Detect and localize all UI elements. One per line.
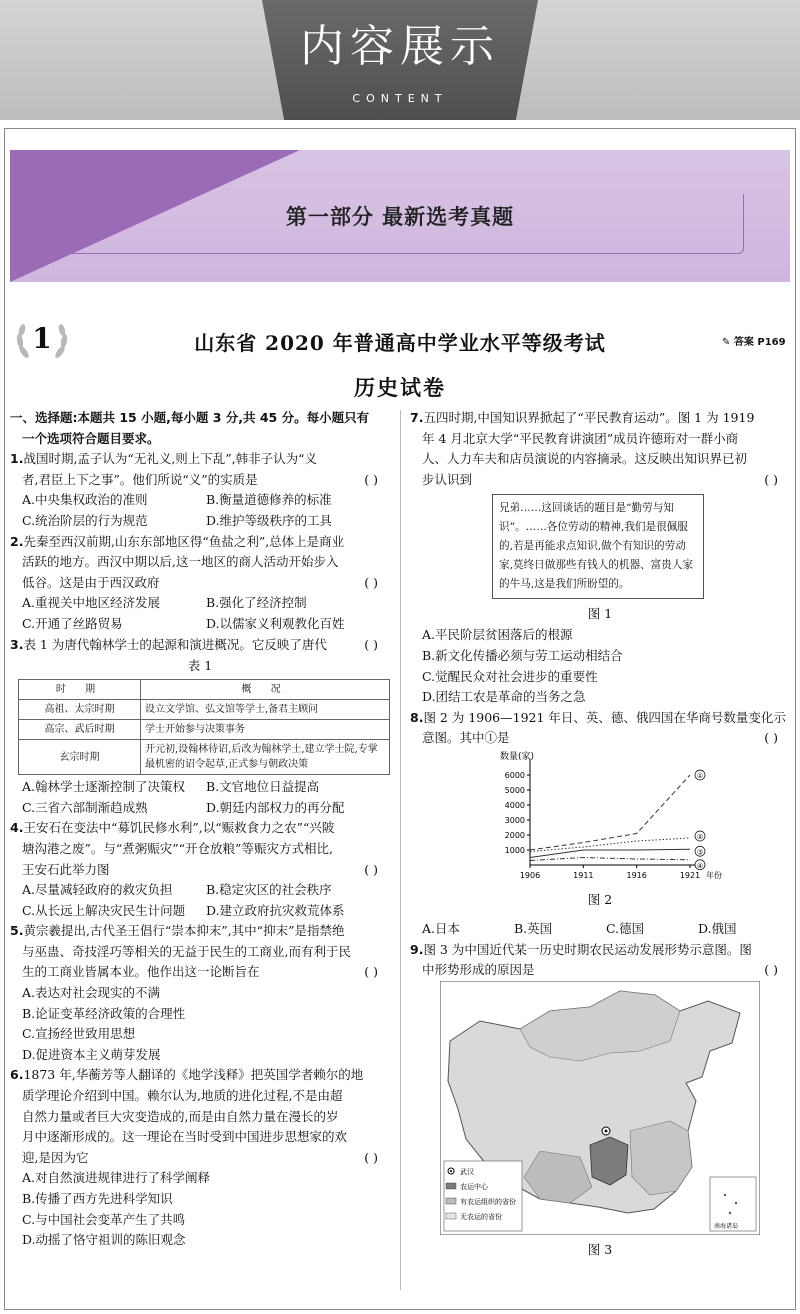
x-tick-label: 1916 xyxy=(626,870,647,880)
legend-organized: 有农运组织的省份 xyxy=(460,1197,516,1206)
question-number: 6. xyxy=(10,1067,24,1083)
option-c[interactable]: C.统治阶层的行为规范 xyxy=(22,512,148,528)
option-d[interactable]: D.促进资本主义萌芽发展 xyxy=(22,1046,161,1062)
question-text: 自然力量或者巨大灾变造成的,而是由自然力量在漫长的岁 xyxy=(22,1108,339,1124)
question-text: 1873 年,华蘅芳等人翻译的《地学浅释》把英国学者赖尔的地 xyxy=(23,1067,364,1083)
x-axis-label: 年份 xyxy=(706,870,722,880)
map-legend xyxy=(444,1161,522,1231)
answer-blank[interactable]: ( ) xyxy=(764,471,778,487)
question-number: 5. xyxy=(10,923,24,939)
table-cell: 学士开始参与决策事务 xyxy=(141,720,390,740)
option-c[interactable]: C.德国 xyxy=(606,920,645,936)
question-text: 王安石在变法中“募饥民修水利”,以“赈救食力之农”“兴陂 xyxy=(23,820,335,836)
series-line xyxy=(530,849,690,857)
question-text: 步认识到 xyxy=(422,471,473,487)
question-number: 2. xyxy=(10,533,24,549)
option-a[interactable]: A.中央集权政治的准则 xyxy=(22,492,148,508)
answer-blank[interactable]: ( ) xyxy=(764,962,778,978)
question-text: 质学理论介绍到中国。赖尔认为,地质的进化过程,不是由超 xyxy=(22,1088,343,1104)
table-cell: 玄宗时期 xyxy=(19,740,141,775)
speech-excerpt: 兄弟……这回谈话的题目是“勤劳与知识”。……各位劳动的精神,我们是很佩服的,若是再能求点知识,做个有知识的劳动家,莫终日做那些有钱人的机器、富贵人家的牛马,这是我们所盼望的。 xyxy=(492,494,704,599)
option-c[interactable]: C.三省六部制渐趋成熟 xyxy=(22,799,148,815)
option-b[interactable]: B.论证变革经济政策的合理性 xyxy=(22,1005,186,1021)
answer-blank[interactable]: ( ) xyxy=(364,574,378,590)
question-text: 人、人力车夫和店员演说的内容摘录。这反映出知识界已初 xyxy=(422,451,748,467)
option-a[interactable]: A.日本 xyxy=(422,920,461,936)
question-text: 先秦至西汉前期,山东东部地区得“鱼盐之利”,总体上是商业 xyxy=(23,533,345,549)
question-number: 9. xyxy=(410,941,424,957)
question-text: 塘沟港之废”。与“煮粥赈灾”“开仓放粮”等赈灾方式相比, xyxy=(22,840,333,856)
answer-blank[interactable]: ( ) xyxy=(364,1149,378,1165)
x-tick-label: 1911 xyxy=(573,870,594,880)
answer-blank[interactable]: ( ) xyxy=(364,636,378,652)
question-text: 五四时期,中国知识界掀起了“平民教育运动”。图 1 为 1919 xyxy=(423,410,755,425)
section-title: 第一部分 最新选考真题 xyxy=(285,205,515,229)
legend-organized-swatch xyxy=(446,1198,456,1204)
table-cell: 开元初,设翰林待诏,后改为翰林学士,建立学士院,专掌最机密的诏令起草,正式参与朝政决策 xyxy=(141,740,390,775)
y-tick-label: 5000 xyxy=(504,785,525,795)
question-1 xyxy=(10,449,390,531)
answer-blank[interactable]: ( ) xyxy=(364,964,378,980)
y-axis-label: 数量(家) xyxy=(500,751,535,762)
legend-none-swatch xyxy=(446,1213,456,1219)
inset-label: 南海诸岛 xyxy=(714,1222,739,1230)
banner-subtitle: CONTENT xyxy=(352,92,448,105)
table-header: 概 况 xyxy=(141,680,390,700)
option-b[interactable]: B.稳定灾区的社会秩序 xyxy=(206,882,332,898)
question-number: 4. xyxy=(10,820,24,836)
y-tick-label: 2000 xyxy=(504,830,525,840)
question-number: 8. xyxy=(410,709,424,725)
table-cell: 设立文学馆、弘文馆等学士,备君主顾问 xyxy=(141,700,390,720)
x-tick-label: 1906 xyxy=(519,870,541,880)
y-tick-label: 1000 xyxy=(504,845,525,855)
history-table xyxy=(18,679,390,775)
question-text: 迎,是因为它 xyxy=(22,1149,89,1165)
question-text: 黄宗羲提出,古代圣王倡行“崇本抑末”,其中“抑末”是指禁绝 xyxy=(23,923,345,939)
banner-title: 内容展示 xyxy=(300,21,500,72)
figure-caption: 图 2 xyxy=(587,891,613,907)
option-c[interactable]: C.觉醒民众对社会进步的重要性 xyxy=(422,668,598,684)
option-b[interactable]: B.强化了经济控制 xyxy=(206,595,307,611)
question-text: 中形势形成的原因是 xyxy=(422,962,535,978)
question-6 xyxy=(10,1065,390,1250)
answer-blank[interactable]: ( ) xyxy=(764,730,778,746)
option-d[interactable]: D.朝廷内部权力的再分配 xyxy=(206,799,345,815)
question-4 xyxy=(10,818,390,921)
question-text: 意图。其中①是 xyxy=(422,730,510,746)
exam-title: 山东省 2020 年普通高中学业水平等级考试 xyxy=(194,331,606,355)
series-line xyxy=(530,775,690,850)
question-text: 王安石此举力图 xyxy=(22,861,110,877)
table-cell: 高祖、太宗时期 xyxy=(19,700,141,720)
question-5 xyxy=(10,921,390,1065)
table-header: 时 期 xyxy=(19,680,141,700)
question-text: 生的工商业皆属本业。他作出这一论断旨在 xyxy=(22,964,260,980)
option-c[interactable]: C.从长远上解决灾民生计问题 xyxy=(22,902,186,918)
question-text: 图 3 为中国近代某一历史时期农民运动发展形势示意图。图 xyxy=(423,941,752,957)
y-tick-label: 6000 xyxy=(504,770,525,780)
option-d[interactable]: D.动摇了恪守祖训的陈旧观念 xyxy=(22,1232,186,1248)
option-c[interactable]: C.与中国社会变革产生了共鸣 xyxy=(22,1211,186,1227)
question-text: 者,君臣上下之事”。他们所说“义”的实质是 xyxy=(22,471,258,487)
question-text: 活跃的地方。西汉中期以后,这一地区的商人活动开始步入 xyxy=(22,554,339,570)
instructions-line: 一、选择题:本题共 15 小题,每小题 3 分,共 45 分。每小题只有 xyxy=(10,410,370,425)
legend-none: 无农运的省份 xyxy=(460,1212,502,1221)
option-a[interactable]: A.平民阶层贫困落后的根源 xyxy=(422,627,573,643)
answer-reference[interactable] xyxy=(722,333,786,348)
figure-caption: 图 3 xyxy=(587,1241,613,1257)
answer-blank[interactable]: ( ) xyxy=(364,861,378,877)
answer-icon: ✎ xyxy=(722,337,731,348)
question-text: 图 2 为 1906—1921 年日、英、德、俄四国在华商号数量变化示 xyxy=(423,709,786,725)
left-column xyxy=(10,408,390,1251)
option-a[interactable]: A.重视关中地区经济发展 xyxy=(22,595,161,611)
x-tick-label: 1921 xyxy=(679,870,701,880)
table-caption: 表 1 xyxy=(187,658,213,674)
question-number: 3. xyxy=(10,636,24,652)
figure-caption: 图 1 xyxy=(587,606,613,622)
instructions-line: 一个选项符合题目要求。 xyxy=(22,430,160,446)
option-b[interactable]: B.文官地位日益提高 xyxy=(206,779,320,795)
wuhan-marker-dot xyxy=(605,1129,608,1132)
table-cell: 高宗、武后时期 xyxy=(19,720,141,740)
series-line xyxy=(530,857,690,860)
line-chart xyxy=(490,749,750,885)
option-d[interactable]: D.建立政府抗灾救荒体系 xyxy=(206,902,345,918)
option-a[interactable]: A.尽量减轻政府的救灾负担 xyxy=(22,882,173,898)
question-text: 与巫蛊、奇技淫巧等相关的无益于民生的工商业,而有利于民 xyxy=(22,943,351,959)
answer-label: 答案 xyxy=(733,337,754,348)
y-tick-label: 3000 xyxy=(504,815,525,825)
option-c[interactable]: C.宣扬经世致用思想 xyxy=(22,1026,136,1042)
legend-center: 农运中心 xyxy=(460,1182,488,1191)
question-7 xyxy=(410,408,790,708)
column-divider xyxy=(400,410,401,1290)
option-a[interactable]: A.对自然演进规律进行了科学阐释 xyxy=(22,1170,211,1186)
option-b[interactable]: B.传播了西方先进科学知识 xyxy=(22,1191,173,1206)
option-a[interactable]: A.表达对社会现实的不满 xyxy=(22,985,161,1001)
legend-wuhan: 武汉 xyxy=(460,1167,474,1176)
series-label: ② xyxy=(696,832,704,841)
option-b[interactable]: B.新文化传播必须与劳工运动相结合 xyxy=(422,647,623,663)
question-number: 7. xyxy=(410,410,424,425)
option-d[interactable]: D.维护等级秩序的工具 xyxy=(206,512,333,528)
option-d[interactable]: D.以儒家义利观教化百姓 xyxy=(206,615,345,631)
legend-center-swatch xyxy=(446,1183,456,1189)
option-b[interactable]: B.英国 xyxy=(514,920,553,936)
question-text: 年 4 月北京大学“平民教育讲演团”成员许德珩对一群小商 xyxy=(422,430,739,446)
answer-blank[interactable]: ( ) xyxy=(364,471,378,487)
question-9 xyxy=(410,940,790,1261)
series-label: ① xyxy=(696,771,704,780)
china-map xyxy=(440,981,760,1235)
exam-subtitle: 历史试卷 xyxy=(354,375,446,400)
series-label: ③ xyxy=(696,848,704,857)
question-8 xyxy=(410,708,790,940)
question-text: 表 1 为唐代翰林学士的起源和演进概况。它反映了唐代 xyxy=(23,636,327,652)
question-number: 1. xyxy=(10,451,24,467)
map-inset xyxy=(710,1177,756,1231)
option-b[interactable]: B.衡量道德修养的标准 xyxy=(206,492,332,508)
question-text: 战国时期,孟子认为“无礼义,则上下乱”,韩非子认为“义 xyxy=(23,451,318,467)
question-text: 低谷。这是由于西汉政府 xyxy=(22,574,160,590)
question-2 xyxy=(10,532,390,635)
option-d[interactable]: D.团结工农是革命的当务之急 xyxy=(422,689,586,705)
option-d[interactable]: D.俄国 xyxy=(698,920,737,936)
y-tick-label: 4000 xyxy=(504,800,525,810)
question-text: 月中逐渐形成的。这一理论在当时受到中国进步思想家的欢 xyxy=(22,1129,348,1145)
right-column xyxy=(410,408,790,1261)
series-label: ④ xyxy=(696,861,704,870)
option-a[interactable]: A.翰林学士逐渐控制了决策权 xyxy=(22,779,186,795)
option-c[interactable]: C.开通了丝路贸易 xyxy=(22,615,123,631)
exam-number: 1 xyxy=(32,322,52,355)
question-3 xyxy=(10,635,390,819)
answer-page: P169 xyxy=(757,337,786,348)
